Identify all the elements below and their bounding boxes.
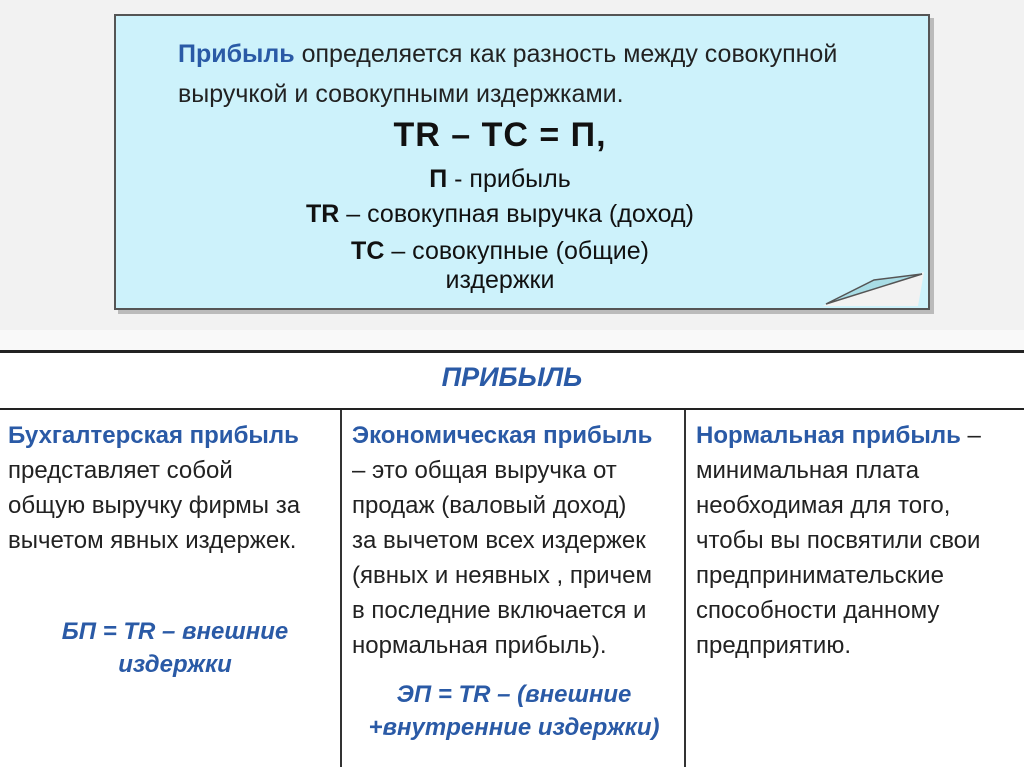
economic-profit-text-1: – это общая выручка от <box>352 457 617 484</box>
legend-costs <box>300 237 700 295</box>
accounting-profit-cell <box>8 418 338 558</box>
table-title: ПРИБЫЛЬ <box>441 362 583 392</box>
profit-formula: TR – TC = П, <box>393 116 607 154</box>
normal-profit-heading <box>696 418 1018 453</box>
legend-revenue <box>300 200 700 229</box>
accounting-profit-text-3: вычетом явных издержек. <box>8 527 297 554</box>
normal-profit-text-4: предпринимательские <box>696 562 944 589</box>
legend-profit-desc: - прибыль <box>447 165 571 193</box>
normal-profit-text-3: чтобы вы посвятили свои <box>696 527 981 554</box>
economic-profit-text-3: за вычетом всех издержек <box>352 527 646 554</box>
definition-line-2: выручкой и совокупными издержками. <box>178 80 624 108</box>
column-divider-2 <box>684 410 686 767</box>
normal-profit-text-1: минимальная плата <box>696 457 920 484</box>
economic-profit-text-4: (явных и неявных , причем <box>352 562 652 589</box>
legend-revenue-desc: – совокупная выручка (доход) <box>339 200 694 228</box>
economic-profit-text-5: в последние включается и <box>352 597 647 624</box>
normal-profit-cell <box>696 418 1018 663</box>
table-top-border <box>0 350 1024 353</box>
legend-revenue-key: TR <box>306 200 340 228</box>
economic-profit-cell <box>352 418 682 663</box>
accounting-profit-formula <box>10 615 340 681</box>
accounting-profit-text-2: общую выручку фирмы за <box>8 492 301 519</box>
normal-profit-text-5: способности данному <box>696 597 940 624</box>
economic-profit-formula <box>344 678 684 744</box>
economic-profit-text-2: продаж (валовый доход) <box>352 492 627 519</box>
page-curl-icon <box>822 268 926 308</box>
legend-costs-key: TC <box>351 237 385 265</box>
legend-costs-desc: – совокупные (общие) издержки <box>384 237 649 294</box>
definition-line-1 <box>178 34 898 74</box>
table-header-border <box>0 408 1024 410</box>
accounting-profit-text-1: представляет собой <box>8 457 233 484</box>
economic-profit-text-6: нормальная прибыль). <box>352 632 607 659</box>
economic-profit-formula-line-2: +внутренние издержки) <box>368 714 660 741</box>
normal-profit-dash: – <box>960 422 981 449</box>
normal-profit-text-2: необходимая для того, <box>696 492 951 519</box>
spacer <box>0 330 1024 352</box>
definition-line-1-text: определяется как разность между совокупной <box>294 40 838 68</box>
economic-profit-formula-line-1: ЭП = TR – (внешние <box>396 681 632 708</box>
accounting-profit-term: Бухгалтерская прибыль <box>8 422 299 449</box>
accounting-profit-formula-line-1: БП = TR – внешние <box>61 618 289 645</box>
legend-profit <box>300 165 700 194</box>
profit-definition <box>178 34 898 114</box>
definition-keyword: Прибыль <box>178 40 295 68</box>
economic-profit-term: Экономическая прибыль <box>352 422 653 449</box>
normal-profit-text-6: предприятию. <box>696 632 851 659</box>
legend-profit-key: П <box>429 165 448 193</box>
normal-profit-term: Нормальная прибыль <box>696 422 961 449</box>
accounting-profit-formula-line-2: издержки <box>118 651 232 678</box>
column-divider-1 <box>340 410 342 767</box>
